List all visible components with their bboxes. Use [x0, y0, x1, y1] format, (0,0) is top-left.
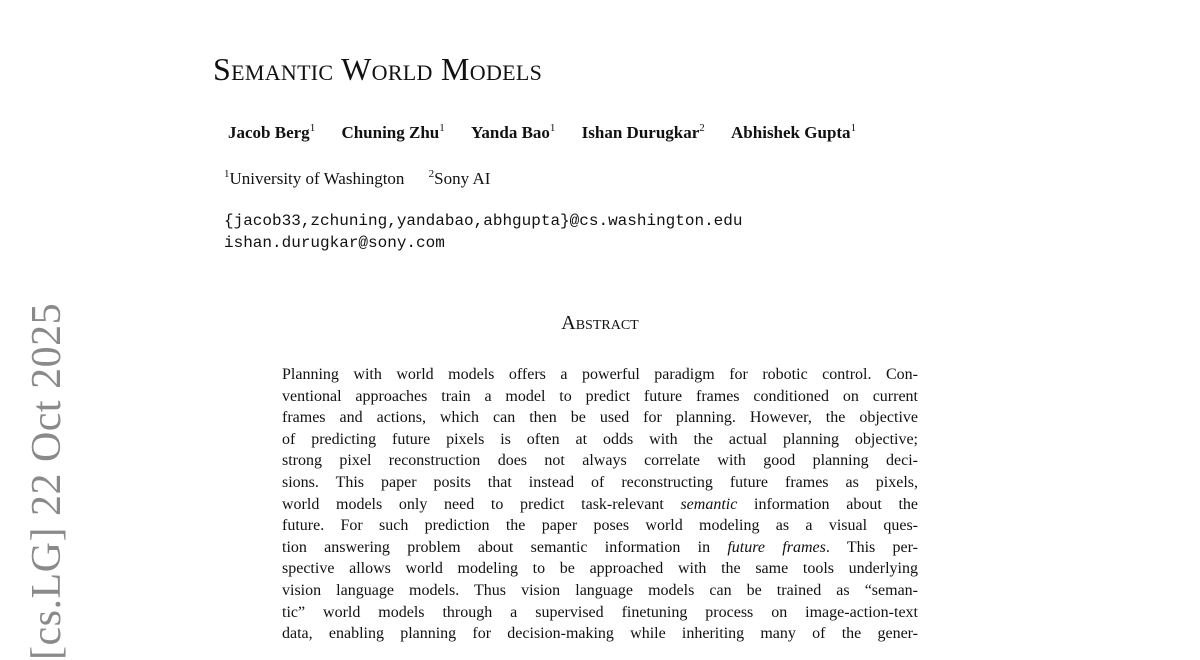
affiliation-name: Sony AI: [434, 169, 491, 188]
affiliation-mark: 1: [850, 122, 857, 134]
abstract-text: information about the: [737, 495, 918, 513]
abstract-line: data, enabling planning for decision-making while inheriting many of the gener-: [282, 625, 918, 643]
affiliation: [429, 168, 491, 190]
author: [228, 122, 315, 144]
author-name: Ishan Durugkar: [581, 123, 700, 142]
affiliation-mark: 1: [549, 122, 556, 134]
author: [341, 122, 444, 144]
abstract-text: world models only need to predict task-relevant: [282, 495, 681, 513]
abstract-text: tion answering problem about semantic information in: [282, 538, 728, 556]
author: [731, 122, 856, 144]
author: [582, 122, 705, 144]
author-name: Jacob Berg: [228, 123, 310, 142]
abstract-body: [282, 364, 918, 645]
author: [471, 122, 555, 144]
email-washington: {jacob33,zchuning,yandabao,abhgupta}@cs.washington.edu: [224, 212, 743, 230]
abstract-line: of predicting future pixels is often at odds with the actual planning objective;: [282, 430, 918, 448]
abstract-line: Planning with world models offers a powerful paradigm for robotic control. Con-: [282, 366, 918, 383]
affiliation-mark: 2: [699, 122, 705, 134]
emphasis-future-frames: future frames: [727, 538, 826, 556]
arxiv-stamp: [cs.LG] 22 Oct 2025: [24, 302, 70, 660]
abstract-heading: Abstract: [561, 312, 639, 334]
affiliation-mark: 1: [309, 122, 316, 134]
abstract-line: vision language models. Thus vision language models can be trained as “seman-: [282, 581, 918, 599]
affiliation-mark: 2: [428, 168, 435, 180]
abstract-line: strong pixel reconstruction does not always correlate with good planning deci-: [282, 452, 918, 470]
affiliation-list: [224, 168, 510, 190]
abstract-line-with-emphasis: [282, 537, 918, 559]
abstract-line-with-emphasis: [282, 494, 918, 516]
author-list: [228, 122, 856, 144]
abstract-line: spective allows world modeling to be approached with the same tools underlying: [282, 560, 918, 578]
affiliation: [224, 168, 404, 190]
affiliation-mark: 1: [224, 168, 230, 180]
email-sony: ishan.durugkar@sony.com: [224, 234, 445, 252]
author-name: Chuning Zhu: [341, 123, 440, 142]
affiliation-mark: 1: [439, 122, 445, 134]
author-name: Yanda Bao: [471, 123, 550, 142]
abstract-line: tic” world models through a supervised finetuning process on image-action-text: [282, 603, 918, 621]
abstract-line: sions. This paper posits that instead of reconstructing future frames as pixels,: [282, 473, 918, 491]
abstract-line: ventional approaches train a model to predict future frames conditioned on current: [282, 387, 918, 405]
emphasis-semantic: semantic: [680, 495, 738, 513]
abstract-line: frames and actions, which can then be used for planning. However, the objective: [282, 409, 918, 427]
paper-title: Semantic World Models: [213, 51, 543, 87]
author-name: Abhishek Gupta: [731, 123, 851, 142]
affiliation-name: University of Washington: [229, 169, 405, 188]
abstract-text: . This per-: [825, 538, 918, 556]
abstract-line: future. For such prediction the paper poses world modeling as a visual ques-: [282, 517, 918, 535]
